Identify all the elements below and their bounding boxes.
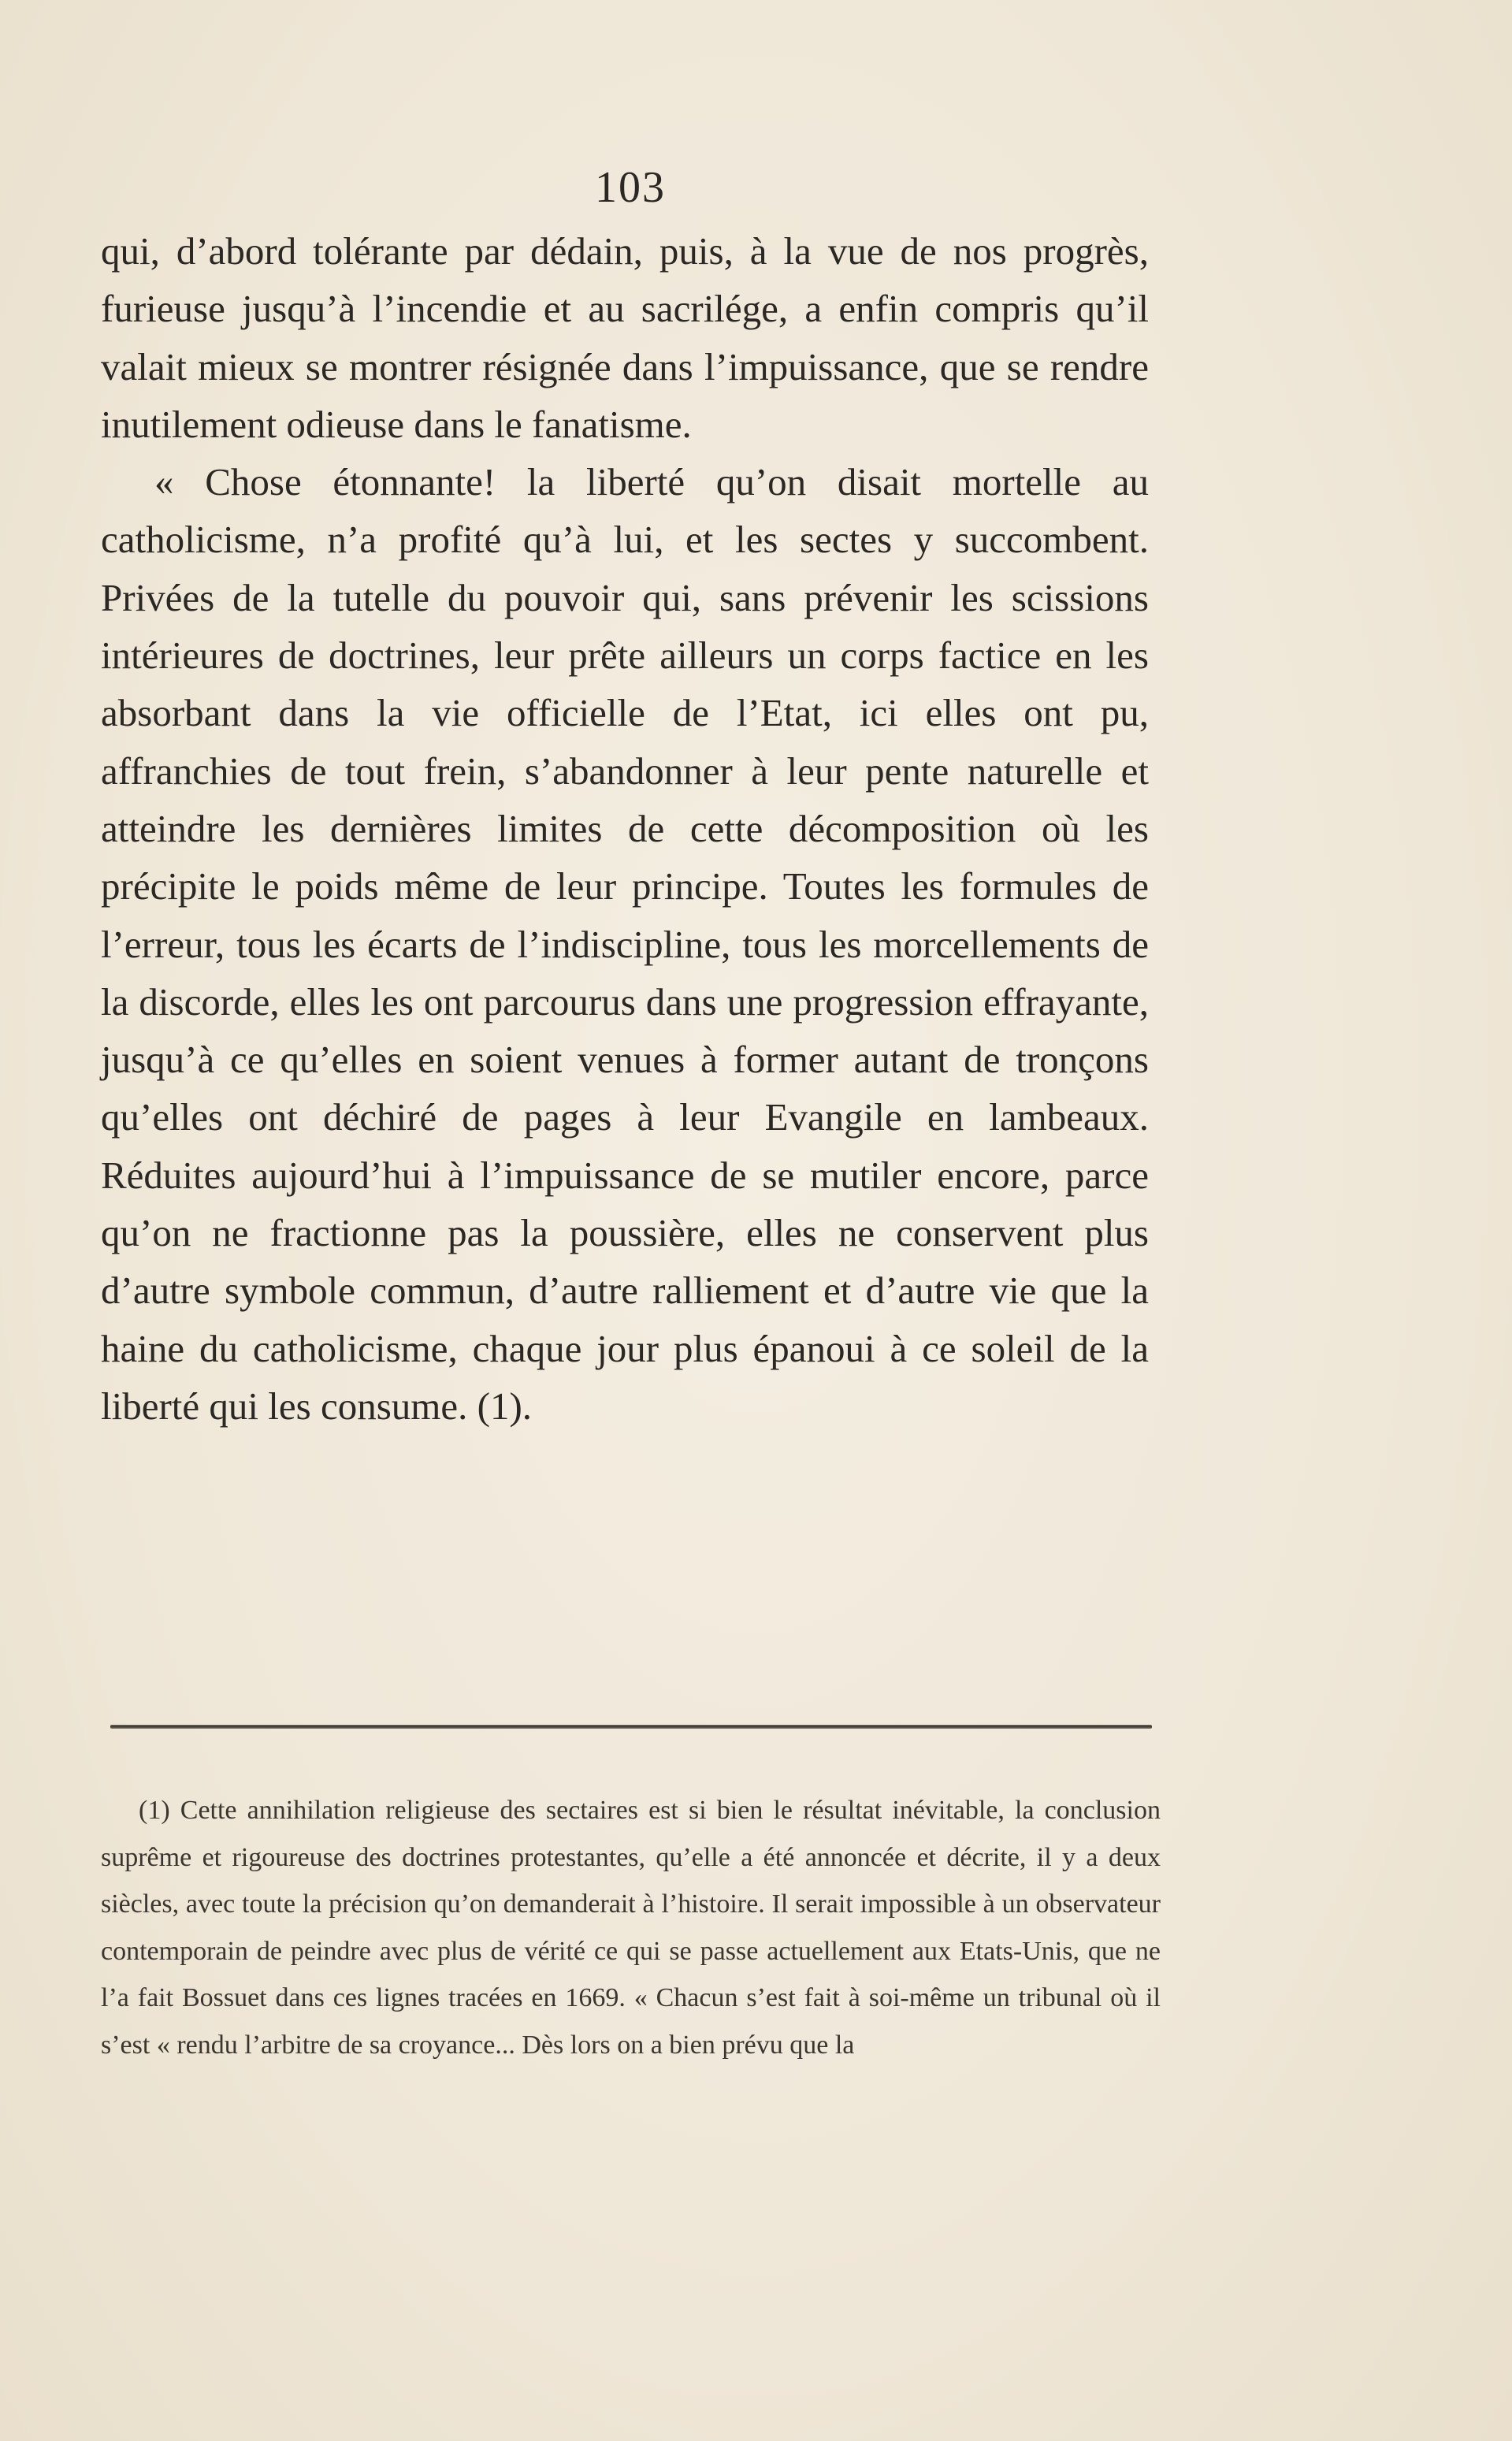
footnote-text: (1) Cette annihilation religieuse des sectaires est si bien le résultat inévitable, la conclusion suprême et rigoureuse des doctrines protestantes, qu’elle a été annoncée et décrite, il y a deux siècles, avec toute la précision qu’on demanderait à l’histoire. Il serait impossible à un observateur contemporain de peindre avec plus de vérité ce qui se passe actuellement aux Etats-Unis, que ne l’a fait Bossuet dans ces lignes tracées en 1669. « Chacun s’est fait à soi-même un tribunal où il s’est « rendu l’arbitre de sa croyance... Dès lors on a bien prévu que la [101, 1796, 1161, 2060]
paragraph-1: qui, d’abord tolérante par dédain, puis, à la vue de nos progrès, furieuse jusqu’à l’incendie et au sacrilége, a enfin compris qu’il valait mieux se montrer résignée dans l’impuissance, que se rendre inutilement odieuse dans le fanatisme. [101, 229, 1149, 446]
page-number: 103 [595, 163, 666, 212]
main-text [101, 222, 1149, 1435]
paragraph-2: « Chose étonnante! la liberté qu’on disait mortelle au catholicisme, n’a profité qu’à lui, et les sectes y succombent. Privées de la tutelle du pouvoir qui, sans prévenir les scissions intérieures de doctrines, leur prête ailleurs un corps factice en les absorbant dans la vie officielle de l’Etat, ici elles ont pu, affranchies de tout frein, s’abandonner à leur pente naturelle et atteindre les dernières limites de cette décomposition où les précipite le poids même de leur principe. Toutes les formules de l’erreur, tous les écarts de l’indiscipline, tous les morcellements de la discorde, elles les ont parcourus dans une progression effrayante, jusqu’à ce qu’elles en soient venues à former autant de tronçons qu’elles ont déchiré de pages à leur Evangile en lambeaux. Réduites aujourd’hui à l’impuissance de se mutiler encore, parce qu’on ne fractionne pas la poussière, elles ne conservent plus d’autre symbole commun, d’autre ralliement et d’autre vie que la haine du catholicisme, chaque jour plus épanoui à ce soleil de la liberté qui les consume. (1). [101, 460, 1149, 1428]
footnote [101, 1787, 1161, 2068]
footnote-divider [110, 1725, 1152, 1729]
